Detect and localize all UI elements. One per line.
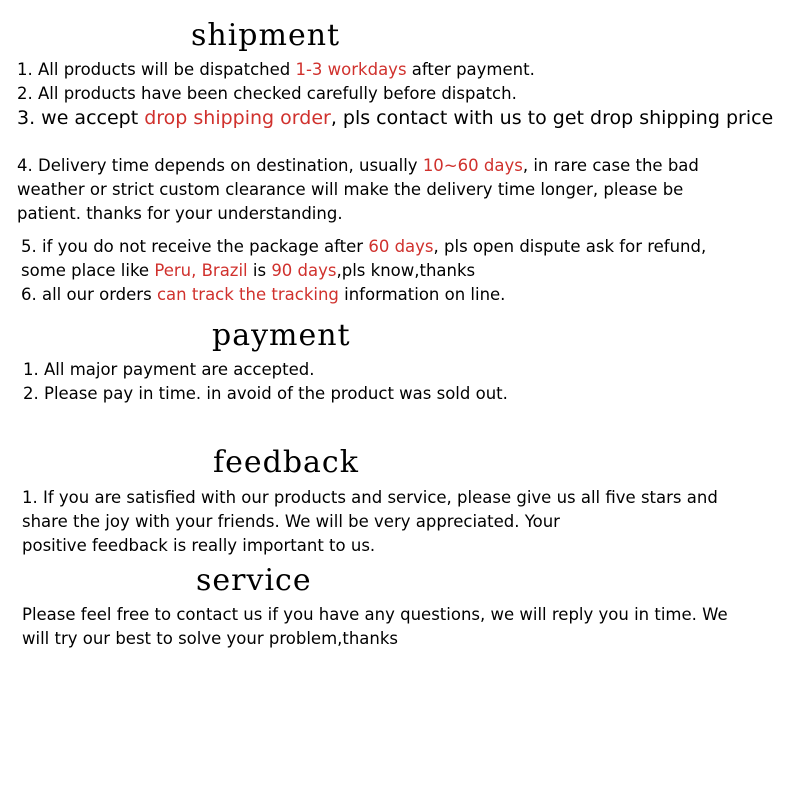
shipment-line-5: weather or strict custom clearance will make the delivery time longer, please be — [17, 180, 684, 199]
service-line-2: will try our best to solve your problem,thanks — [22, 629, 399, 648]
shipment-line-2: 2. All products have been checked carefully before dispatch. — [17, 84, 517, 103]
shipment-line-8 — [21, 259, 475, 283]
highlight-text: Peru, Brazil — [154, 261, 248, 280]
text: some place like — [21, 261, 155, 280]
text: 4. Delivery time depends on destination, usually — [17, 156, 423, 175]
text: information on line. — [338, 285, 506, 304]
text: after payment. — [406, 60, 535, 79]
text: is — [247, 261, 272, 280]
text: , pls open dispute ask for refund, — [433, 237, 707, 256]
service-line-1: Please feel free to contact us if you have any questions, we will reply you in time. We — [22, 605, 728, 624]
feedback-line-3: positive feedback is really important to us. — [22, 536, 376, 555]
text: ,pls know,thanks — [336, 261, 476, 280]
text: 5. if you do not receive the package after — [21, 237, 369, 256]
service-heading: service — [196, 563, 312, 598]
shipment-line-3 — [17, 106, 773, 130]
shipment-line-7 — [21, 235, 706, 259]
text: , in rare case the bad — [522, 156, 699, 175]
payment-heading: payment — [212, 318, 351, 353]
feedback-line-2: share the joy with your friends. We will be very appreciated. Your — [22, 512, 560, 531]
text: , pls contact with us to get drop shipping price — [330, 107, 774, 129]
shipment-line-1 — [17, 58, 535, 82]
shipment-line-9 — [21, 283, 505, 307]
payment-line-1: 1. All major payment are accepted. — [23, 360, 315, 379]
shipment-line-4 — [17, 154, 699, 178]
highlight-text: 1-3 workdays — [295, 60, 407, 79]
text: 3. we accept — [17, 107, 145, 129]
highlight-text: 60 days — [368, 237, 434, 256]
feedback-line-1: 1. If you are satisfied with our products and service, please give us all five stars and — [22, 488, 718, 507]
text: 6. all our orders — [21, 285, 157, 304]
highlight-text: 90 days — [271, 261, 337, 280]
feedback-heading: feedback — [213, 445, 359, 480]
shipment-heading: shipment — [191, 18, 341, 53]
payment-line-2: 2. Please pay in time. in avoid of the product was sold out. — [23, 384, 508, 403]
shipment-line-6: patient. thanks for your understanding. — [17, 204, 343, 223]
text: 1. All products will be dispatched — [17, 60, 296, 79]
highlight-text: drop shipping order — [144, 107, 331, 129]
highlight-text: can track the tracking — [156, 285, 339, 304]
highlight-text: 10~60 days — [422, 156, 523, 175]
